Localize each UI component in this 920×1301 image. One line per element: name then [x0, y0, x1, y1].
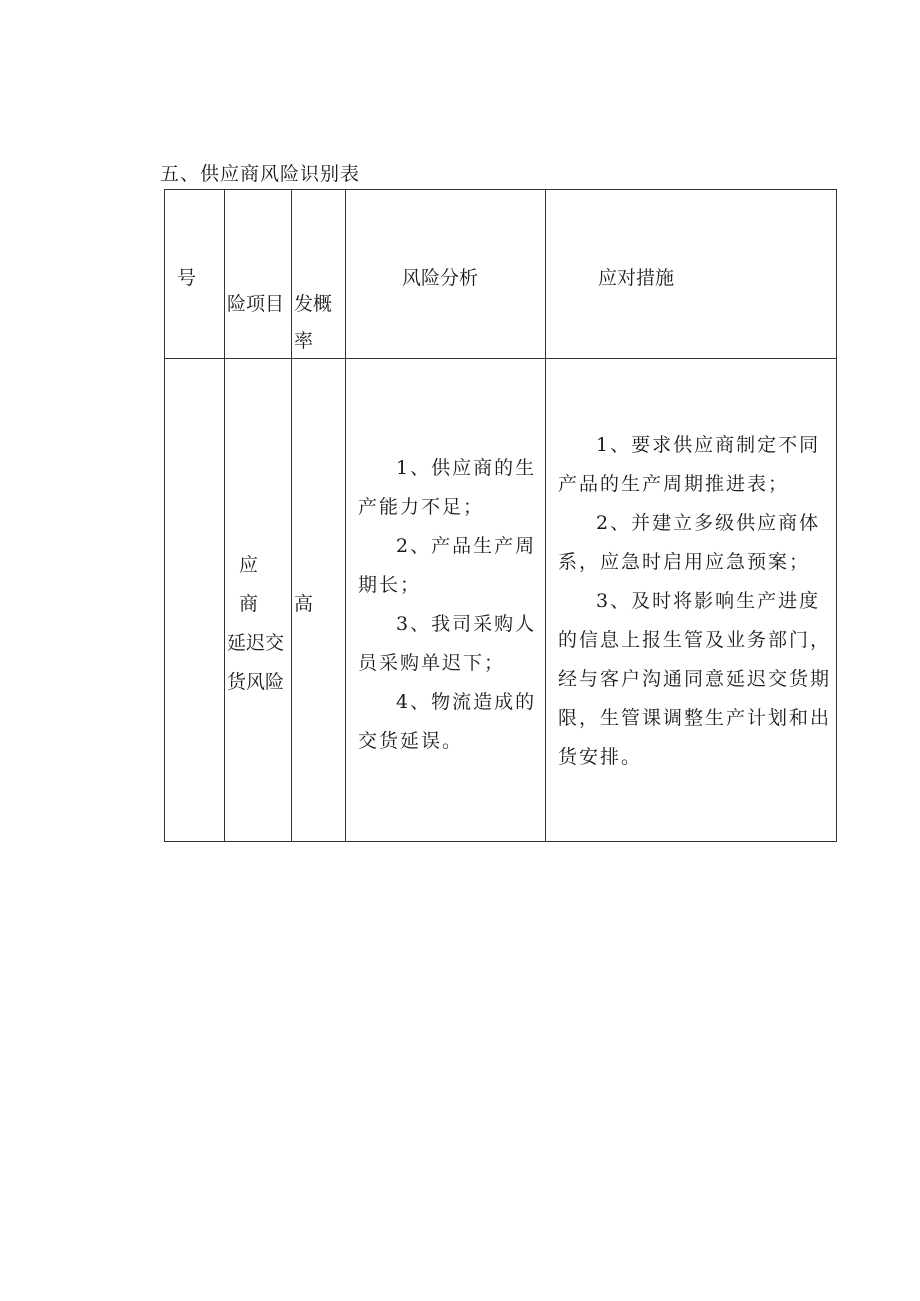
- row-cell-no: [165, 359, 225, 842]
- header-probability-label: 发概率: [294, 293, 333, 352]
- header-cell-analysis: [346, 190, 546, 359]
- header-cell-measures: [546, 190, 837, 359]
- row-cell-probability: [292, 359, 346, 842]
- table-row: [165, 359, 837, 842]
- header-item-label: 险项目: [227, 293, 285, 315]
- risk-analysis-item: 1、供应商的生产能力不足；: [358, 457, 537, 518]
- row-item-value: [227, 546, 291, 702]
- row-cell-item: [225, 359, 292, 842]
- risk-analysis-item: 3、我司采购人员采购单迟下；: [358, 613, 537, 674]
- row-cell-analysis: [346, 359, 546, 842]
- row-item-line-1: 应商: [239, 554, 273, 615]
- header-no-label: 号: [177, 267, 197, 289]
- section-title: 五、供应商风险识别表: [160, 163, 361, 185]
- header-analysis-label: 风险分析: [402, 267, 479, 289]
- table-header-row: [165, 190, 837, 359]
- row-item-line-3: 货风险: [227, 671, 285, 693]
- header-cell-probability: [292, 190, 346, 359]
- risk-analysis-item: 2、产品生产周期长；: [358, 535, 537, 596]
- row-cell-measures: [546, 359, 837, 842]
- row-probability-value: 高: [294, 593, 314, 615]
- row-item-line-2: 延迟交: [227, 632, 285, 654]
- risk-analysis-list: [358, 449, 546, 761]
- countermeasures-list: [558, 426, 832, 777]
- header-cell-item: [225, 190, 292, 359]
- header-cell-no: [165, 190, 225, 359]
- countermeasure-item: 1、要求供应商制定不同产品的生产周期推进表；: [558, 434, 821, 495]
- risk-analysis-item: 4、物流造成的交货延误。: [358, 691, 537, 752]
- header-measures-label: 应对措施: [598, 267, 675, 289]
- supplier-risk-table: [164, 189, 837, 842]
- countermeasure-item: 3、及时将影响生产进度的信息上报生管及业务部门，经与客户沟通同意延迟交货期限，生管课调整生产计划和出货安排。: [558, 590, 832, 768]
- countermeasure-item: 2、并建立多级供应商体系，应急时启用应急预案；: [558, 512, 821, 573]
